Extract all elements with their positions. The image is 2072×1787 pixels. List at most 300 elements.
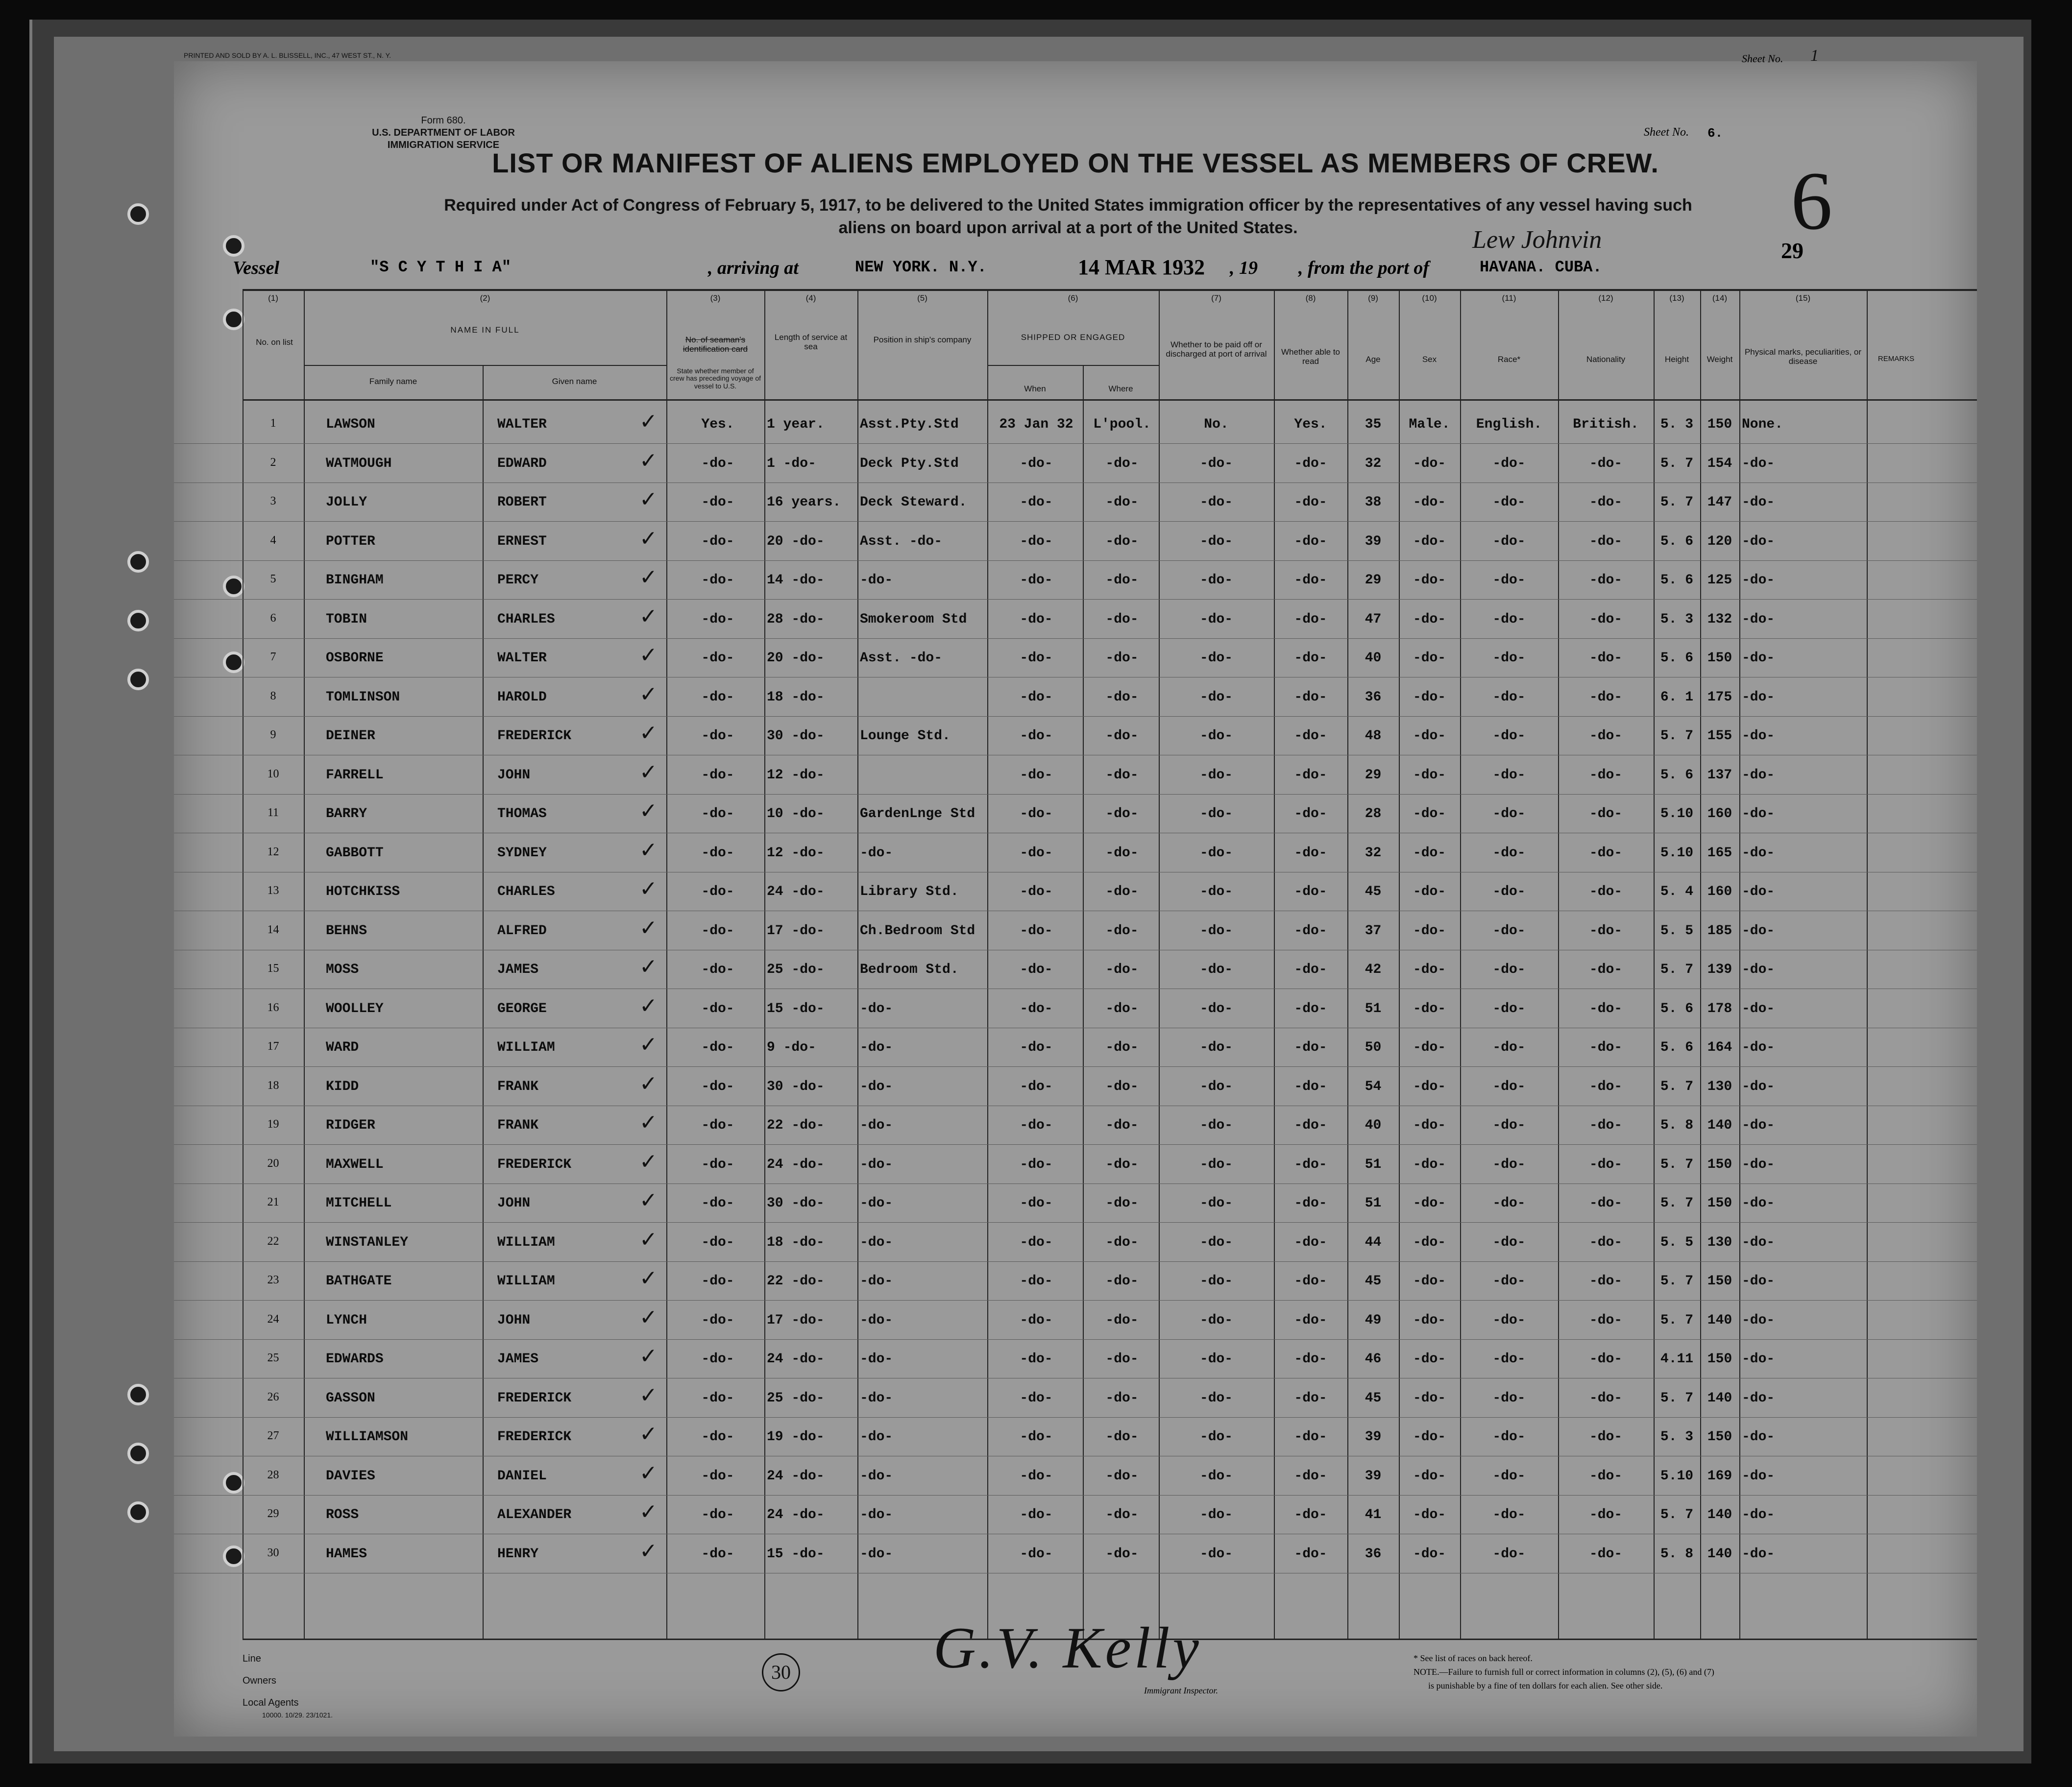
- row-race: -do-: [1492, 689, 1526, 705]
- row-no: 30: [267, 1546, 279, 1559]
- row-position: -do-: [860, 1390, 893, 1406]
- row-nat: -do-: [1589, 573, 1623, 588]
- row-height: 5. 7: [1660, 728, 1694, 744]
- row-nat: -do-: [1589, 1468, 1623, 1484]
- row-prev: -do-: [701, 533, 734, 549]
- row-given: ERNEST: [497, 533, 547, 549]
- col-num-10: (10): [1422, 293, 1437, 303]
- check-mark-icon: ✓: [639, 1460, 658, 1486]
- page-number: 29: [1781, 238, 1804, 263]
- row-sex: -do-: [1413, 1352, 1446, 1367]
- row-sex: -do-: [1413, 962, 1446, 977]
- row-height: 5. 3: [1660, 1429, 1694, 1445]
- row-service: 16 years.: [767, 495, 841, 510]
- col-header-no: No. on list: [256, 338, 293, 347]
- row-height: 4.11: [1660, 1352, 1694, 1367]
- row-marks: -do-: [1742, 1390, 1775, 1406]
- row-position: Deck Pty.Std: [860, 456, 959, 471]
- row-weight: 140: [1707, 1507, 1732, 1522]
- row-paid: -do-: [1199, 1468, 1233, 1484]
- row-position: -do-: [860, 1507, 893, 1522]
- row-prev: -do-: [701, 1040, 734, 1055]
- row-family: WATMOUGH: [326, 456, 392, 471]
- col-line: [483, 365, 484, 1639]
- row-paid: -do-: [1199, 962, 1233, 977]
- row-given: FRANK: [497, 1118, 539, 1133]
- row-height: 5. 3: [1660, 611, 1694, 627]
- row-where: -do-: [1105, 573, 1139, 588]
- row-height: 5. 8: [1660, 1118, 1694, 1133]
- check-mark-icon: ✓: [639, 798, 658, 823]
- row-age: 40: [1365, 651, 1382, 666]
- row-given: WALTER: [497, 417, 547, 432]
- col-header-when: When: [1024, 384, 1046, 393]
- row-family: GASSON: [326, 1390, 375, 1406]
- row-when: -do-: [1020, 1352, 1053, 1367]
- row-when: 23 Jan 32: [999, 417, 1073, 432]
- row-where: -do-: [1105, 1274, 1139, 1289]
- row-when: -do-: [1020, 806, 1053, 821]
- col-header-family: Family name: [369, 377, 417, 386]
- binder-hole-icon: [223, 576, 244, 597]
- row-no: 1: [270, 417, 276, 430]
- row-when: -do-: [1020, 495, 1053, 510]
- row-service: 24 -do-: [767, 1507, 825, 1522]
- footer-note-line2: is punishable by a fine of ten dollars for each alien. See other side.: [1428, 1681, 1663, 1690]
- row-read: -do-: [1294, 1507, 1327, 1522]
- col-header-name: NAME IN FULL: [450, 325, 520, 335]
- col-header-given: Given name: [552, 377, 597, 386]
- row-weight: 150: [1707, 1352, 1732, 1367]
- row-nat: -do-: [1589, 1429, 1623, 1445]
- row-when: -do-: [1020, 1001, 1053, 1016]
- check-mark-icon: ✓: [639, 604, 658, 629]
- row-family: KIDD: [326, 1079, 359, 1094]
- row-race: -do-: [1492, 1157, 1526, 1172]
- row-read: -do-: [1294, 1234, 1327, 1250]
- col-num-13: (13): [1669, 293, 1684, 303]
- row-age: 29: [1365, 767, 1382, 783]
- row-when: -do-: [1020, 1468, 1053, 1484]
- row-nat: -do-: [1589, 1118, 1623, 1133]
- sheet-label: Sheet No.: [1644, 126, 1689, 139]
- row-nat: -do-: [1589, 767, 1623, 783]
- row-when: -do-: [1020, 845, 1053, 861]
- row-race: -do-: [1492, 533, 1526, 549]
- vessel-name: "S C Y T H I A": [370, 258, 512, 276]
- row-age: 50: [1365, 1040, 1382, 1055]
- row-family: LYNCH: [326, 1312, 367, 1328]
- row-sex: -do-: [1413, 845, 1446, 861]
- row-family: HAMES: [326, 1546, 367, 1562]
- row-sex: -do-: [1413, 456, 1446, 471]
- row-service: 1 -do-: [767, 456, 816, 471]
- row-rule: [174, 638, 1977, 639]
- row-weight: 178: [1707, 1001, 1732, 1016]
- row-race: -do-: [1492, 1390, 1526, 1406]
- row-height: 5. 6: [1660, 767, 1694, 783]
- footer-agents-label: Local Agents: [243, 1697, 299, 1708]
- col-header-prev-voyage: State whether member of crew has preceding voyage of vessel to U.S.: [670, 367, 761, 390]
- row-marks: -do-: [1742, 1196, 1775, 1211]
- row-sex: -do-: [1413, 884, 1446, 899]
- row-when: -do-: [1020, 1118, 1053, 1133]
- row-race: -do-: [1492, 1312, 1526, 1328]
- row-prev: -do-: [701, 923, 734, 939]
- manifest-sheet: [174, 47, 1977, 1737]
- check-mark-icon: ✓: [639, 1499, 658, 1524]
- row-read: -do-: [1294, 1352, 1327, 1367]
- row-no: 27: [267, 1429, 279, 1442]
- check-mark-icon: ✓: [639, 1538, 658, 1564]
- row-age: 44: [1365, 1234, 1382, 1250]
- row-weight: 140: [1707, 1390, 1732, 1406]
- row-age: 48: [1365, 728, 1382, 744]
- row-paid: -do-: [1199, 1157, 1233, 1172]
- row-rule: [174, 1183, 1977, 1184]
- row-paid: -do-: [1199, 1040, 1233, 1055]
- row-position: -do-: [860, 1234, 893, 1250]
- row-nat: -do-: [1589, 1001, 1623, 1016]
- check-mark-icon: ✓: [639, 526, 658, 551]
- row-race: -do-: [1492, 1468, 1526, 1484]
- row-service: 20 -do-: [767, 533, 825, 549]
- row-given: ROBERT: [497, 495, 547, 510]
- row-age: 38: [1365, 495, 1382, 510]
- row-marks: -do-: [1742, 1040, 1775, 1055]
- row-where: -do-: [1105, 806, 1139, 821]
- row-race: -do-: [1492, 495, 1526, 510]
- row-when: -do-: [1020, 1234, 1053, 1250]
- row-race: -do-: [1492, 1040, 1526, 1055]
- subtitle-line2: aliens on board upon arrival at a port of the United States.: [838, 218, 1298, 237]
- row-height: 5.10: [1660, 1468, 1694, 1484]
- row-no: 19: [267, 1118, 279, 1131]
- row-marks: -do-: [1742, 1507, 1775, 1522]
- row-where: -do-: [1105, 767, 1139, 783]
- row-family: MOSS: [326, 962, 359, 977]
- row-marks: -do-: [1742, 923, 1775, 939]
- row-rule: [174, 1495, 1977, 1496]
- col-header-card: No. of seaman's identification card: [683, 335, 748, 354]
- row-prev: -do-: [701, 728, 734, 744]
- check-mark-icon: ✓: [639, 876, 658, 901]
- check-mark-icon: ✓: [639, 1344, 658, 1369]
- row-service: 22 -do-: [767, 1118, 825, 1133]
- row-service: 22 -do-: [767, 1274, 825, 1289]
- row-service: 14 -do-: [767, 573, 825, 588]
- col-num-2: (2): [480, 293, 490, 303]
- row-paid: -do-: [1199, 845, 1233, 861]
- row-no: 20: [267, 1157, 279, 1170]
- row-family: WARD: [326, 1040, 359, 1055]
- row-age: 45: [1365, 1274, 1382, 1289]
- row-given: WALTER: [497, 651, 547, 666]
- binder-hole-icon: [127, 1443, 149, 1464]
- row-race: -do-: [1492, 962, 1526, 977]
- row-given: WILLIAM: [497, 1274, 555, 1289]
- row-marks: -do-: [1742, 806, 1775, 821]
- row-paid: -do-: [1199, 1429, 1233, 1445]
- row-rule: [174, 521, 1977, 522]
- row-when: -do-: [1020, 456, 1053, 471]
- col-num-3: (3): [710, 293, 721, 303]
- row-family: LAWSON: [326, 417, 375, 432]
- row-race: -do-: [1492, 845, 1526, 861]
- col-num-12: (12): [1598, 293, 1613, 303]
- row-service: 24 -do-: [767, 1157, 825, 1172]
- row-age: 40: [1365, 1118, 1382, 1133]
- row-sex: -do-: [1413, 1507, 1446, 1522]
- binder-hole-icon: [127, 1501, 149, 1523]
- row-read: -do-: [1294, 611, 1327, 627]
- row-paid: -do-: [1199, 689, 1233, 705]
- row-nat: -do-: [1589, 1196, 1623, 1211]
- row-no: 12: [267, 845, 279, 858]
- row-rule: [174, 794, 1977, 795]
- row-sex: -do-: [1413, 1312, 1446, 1328]
- row-weight: 130: [1707, 1234, 1732, 1250]
- row-paid: -do-: [1199, 1312, 1233, 1328]
- col-num-7: (7): [1211, 293, 1221, 303]
- row-no: 29: [267, 1507, 279, 1520]
- col-num-9: (9): [1368, 293, 1378, 303]
- row-prev: -do-: [701, 1157, 734, 1172]
- row-read: -do-: [1294, 1390, 1327, 1406]
- row-nat: -do-: [1589, 806, 1623, 821]
- row-family: DAVIES: [326, 1468, 375, 1484]
- row-age: 51: [1365, 1157, 1382, 1172]
- row-race: -do-: [1492, 611, 1526, 627]
- row-where: -do-: [1105, 1040, 1139, 1055]
- row-marks: -do-: [1742, 611, 1775, 627]
- row-given: ALFRED: [497, 923, 547, 939]
- row-marks: -do-: [1742, 1157, 1775, 1172]
- row-position: -do-: [860, 1468, 893, 1484]
- row-service: 1 year.: [767, 417, 825, 432]
- sheet-big-number: 6: [1791, 155, 1832, 247]
- row-given: HAROLD: [497, 689, 547, 705]
- row-age: 51: [1365, 1001, 1382, 1016]
- row-age: 46: [1365, 1352, 1382, 1367]
- row-no: 11: [267, 806, 279, 819]
- row-family: DEINER: [326, 728, 375, 744]
- footer-line-label: Line: [243, 1653, 261, 1664]
- vessel-label: Vessel: [233, 258, 279, 278]
- row-rule: [174, 1339, 1977, 1340]
- row-sex: -do-: [1413, 1468, 1446, 1484]
- row-read: -do-: [1294, 845, 1327, 861]
- row-family: BEHNS: [326, 923, 367, 939]
- row-age: 36: [1365, 689, 1382, 705]
- row-read: -do-: [1294, 962, 1327, 977]
- row-race: -do-: [1492, 1001, 1526, 1016]
- row-nat: -do-: [1589, 1352, 1623, 1367]
- row-nat: -do-: [1589, 611, 1623, 627]
- row-sex: -do-: [1413, 611, 1446, 627]
- row-service: 28 -do-: [767, 611, 825, 627]
- row-height: 5.10: [1660, 845, 1694, 861]
- row-read: Yes.: [1294, 417, 1327, 432]
- row-prev: -do-: [701, 1118, 734, 1133]
- row-rule: [174, 1144, 1977, 1145]
- row-when: -do-: [1020, 533, 1053, 549]
- row-service: 17 -do-: [767, 923, 825, 939]
- subheader-line: [987, 365, 1159, 366]
- row-prev: -do-: [701, 1234, 734, 1250]
- binder-hole-icon: [223, 235, 244, 257]
- row-service: 30 -do-: [767, 1079, 825, 1094]
- row-position: -do-: [860, 1312, 893, 1328]
- row-sex: -do-: [1413, 651, 1446, 666]
- row-where: -do-: [1105, 495, 1139, 510]
- row-family: WILLIAMSON: [326, 1429, 409, 1445]
- row-nat: -do-: [1589, 495, 1623, 510]
- col-line: [1083, 365, 1084, 1639]
- row-age: 32: [1365, 845, 1382, 861]
- row-race: -do-: [1492, 1429, 1526, 1445]
- row-age: 54: [1365, 1079, 1382, 1094]
- col-line: [1867, 289, 1868, 1639]
- row-where: -do-: [1105, 1507, 1139, 1522]
- row-nat: -do-: [1589, 1040, 1623, 1055]
- row-family: BARRY: [326, 806, 367, 821]
- row-nat: -do-: [1589, 651, 1623, 666]
- row-weight: 164: [1707, 1040, 1732, 1055]
- row-read: -do-: [1294, 1429, 1327, 1445]
- row-paid: -do-: [1199, 456, 1233, 471]
- footer-note-line1: NOTE.—Failure to furnish full or correct information in columns (2), (5), (6) and (7): [1414, 1667, 1714, 1677]
- row-when: -do-: [1020, 1429, 1053, 1445]
- row-position: Asst.Pty.Std: [860, 417, 959, 432]
- row-read: -do-: [1294, 1312, 1327, 1328]
- check-mark-icon: ✓: [639, 1227, 658, 1252]
- row-read: -do-: [1294, 533, 1327, 549]
- row-no: 14: [267, 923, 279, 936]
- row-given: SYDNEY: [497, 845, 547, 861]
- row-read: -do-: [1294, 689, 1327, 705]
- row-age: 49: [1365, 1312, 1382, 1328]
- row-prev: -do-: [701, 962, 734, 977]
- row-paid: -do-: [1199, 1390, 1233, 1406]
- col-num-5: (5): [917, 293, 927, 303]
- arriving-port: NEW YORK. N.Y.: [855, 258, 987, 276]
- row-marks: -do-: [1742, 1312, 1775, 1328]
- row-given: FREDERICK: [497, 1157, 572, 1172]
- row-rule: [174, 1066, 1977, 1067]
- circled-number: 30: [762, 1653, 800, 1691]
- row-given: FREDERICK: [497, 728, 572, 744]
- row-read: -do-: [1294, 1001, 1327, 1016]
- row-service: 12 -do-: [767, 767, 825, 783]
- check-mark-icon: ✓: [639, 681, 658, 707]
- row-given: JOHN: [497, 1312, 531, 1328]
- row-where: -do-: [1105, 1001, 1139, 1016]
- row-height: 6. 1: [1660, 689, 1694, 705]
- row-weight: 140: [1707, 1546, 1732, 1562]
- row-no: 5: [270, 573, 276, 585]
- binder-hole-icon: [223, 309, 244, 330]
- row-given: ALEXANDER: [497, 1507, 572, 1522]
- row-height: 5. 7: [1660, 1157, 1694, 1172]
- row-height: 5. 5: [1660, 923, 1694, 939]
- row-marks: -do-: [1742, 573, 1775, 588]
- col-num-15: (15): [1795, 293, 1811, 303]
- col-num-11: (11): [1502, 293, 1516, 303]
- row-weight: 130: [1707, 1079, 1732, 1094]
- row-when: -do-: [1020, 1196, 1053, 1211]
- row-service: 30 -do-: [767, 1196, 825, 1211]
- row-read: -do-: [1294, 651, 1327, 666]
- arriving-label: , arriving at: [708, 258, 799, 278]
- row-marks: -do-: [1742, 884, 1775, 899]
- row-given: CHARLES: [497, 611, 555, 627]
- row-service: 20 -do-: [767, 651, 825, 666]
- row-weight: 150: [1707, 1157, 1732, 1172]
- row-read: -do-: [1294, 728, 1327, 744]
- row-family: BINGHAM: [326, 573, 384, 588]
- row-given: CHARLES: [497, 884, 555, 899]
- row-nat: -do-: [1589, 1157, 1623, 1172]
- row-no: 25: [267, 1352, 279, 1364]
- handwritten-note: Lew Johnvin: [1472, 226, 1602, 254]
- check-mark-icon: ✓: [639, 643, 658, 668]
- row-where: -do-: [1105, 1352, 1139, 1367]
- row-service: 30 -do-: [767, 728, 825, 744]
- check-mark-icon: ✓: [639, 1304, 658, 1330]
- row-race: -do-: [1492, 1507, 1526, 1522]
- row-where: -do-: [1105, 1312, 1139, 1328]
- row-service: 9 -do-: [767, 1040, 816, 1055]
- row-family: MITCHELL: [326, 1196, 392, 1211]
- row-sex: -do-: [1413, 1390, 1446, 1406]
- col-header-remarks: REMARKS: [1877, 355, 1915, 363]
- row-service: 15 -do-: [767, 1546, 825, 1562]
- check-mark-icon: ✓: [639, 1422, 658, 1447]
- row-given: GEORGE: [497, 1001, 547, 1016]
- row-paid: -do-: [1199, 1001, 1233, 1016]
- row-marks: -do-: [1742, 533, 1775, 549]
- row-height: 5. 6: [1660, 573, 1694, 588]
- row-race: -do-: [1492, 1234, 1526, 1250]
- row-race: -do-: [1492, 767, 1526, 783]
- row-rule: [174, 560, 1977, 561]
- row-sex: -do-: [1413, 767, 1446, 783]
- row-marks: -do-: [1742, 1468, 1775, 1484]
- row-no: 13: [267, 884, 279, 897]
- binder-hole-icon: [127, 610, 149, 631]
- row-where: -do-: [1105, 1468, 1139, 1484]
- row-weight: 150: [1707, 651, 1732, 666]
- row-weight: 185: [1707, 923, 1732, 939]
- row-no: 15: [267, 962, 279, 975]
- row-sex: -do-: [1413, 1429, 1446, 1445]
- col-line: [987, 289, 988, 1639]
- row-given: JAMES: [497, 962, 539, 977]
- row-when: -do-: [1020, 1390, 1053, 1406]
- row-weight: 160: [1707, 806, 1732, 821]
- table-header-border: [243, 399, 1977, 401]
- row-paid: -do-: [1199, 611, 1233, 627]
- col-header-shipped: SHIPPED OR ENGAGED: [1021, 333, 1125, 342]
- row-read: -do-: [1294, 1118, 1327, 1133]
- row-age: 36: [1365, 1546, 1382, 1562]
- col-num-6: (6): [1068, 293, 1078, 303]
- row-where: -do-: [1105, 1157, 1139, 1172]
- row-position: GardenLnge Std: [860, 806, 975, 821]
- row-position: Ch.Bedroom Std: [860, 923, 975, 939]
- row-when: -do-: [1020, 651, 1053, 666]
